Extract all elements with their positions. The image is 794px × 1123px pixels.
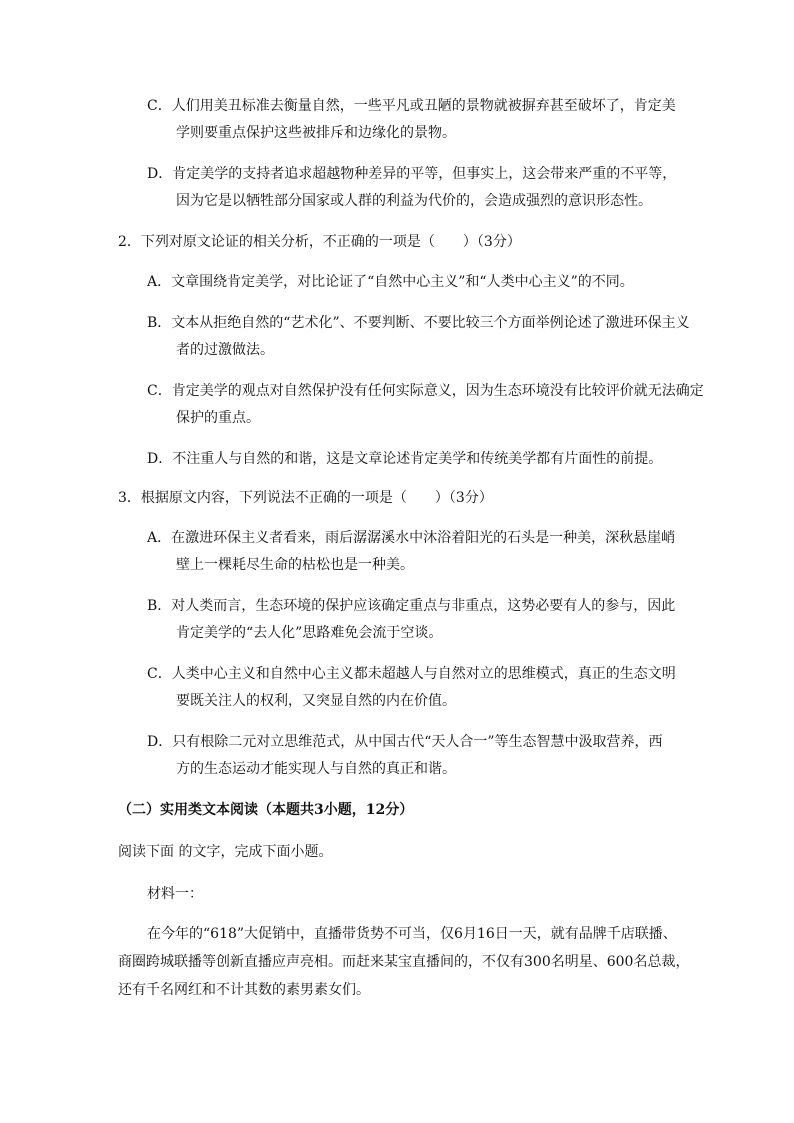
- q3-option-a-line2: 壁上一棵耗尽生命的枯松也是一种美。: [176, 557, 414, 573]
- q3-option-c-line2: 要既关注人的权利，又突显自然的内在价值。: [176, 693, 456, 709]
- q2-option-c-line1: C．肯定美学的观点对自然保护没有任何实际意义，因为生态环境没有比较评价就无法确定: [147, 383, 704, 399]
- q2-option-a: A．文章围绕肯定美学，对比论证了“自然中心主义”和“人类中心主义”的不同。: [147, 274, 634, 290]
- q1-option-d-line1: D．肯定美学的支持者追求超越物种差异的平等，但事实上，这会带来严重的不平等，: [147, 166, 677, 182]
- material-paragraph-line3: 还有千名网红和不计其数的素男素女们。: [118, 982, 370, 998]
- q2-option-d: D．不注重人与自然的和谐，这是文章论述肯定美学和传统美学都有片面性的前提。: [147, 451, 663, 467]
- q3-option-d-line2: 方的生态运动才能实现人与自然的真正和谐。: [176, 761, 456, 777]
- material-paragraph-line2: 商圈跨城联播等创新直播应声亮相。而赶来某宝直播间的，不仅有300名明星、600名总裁，: [118, 954, 690, 970]
- q2-option-b-line2: 者的过激做法。: [176, 342, 274, 358]
- question-2-stem: 2．下列对原文论证的相关分析，不正确的一项是（ ）（3分）: [118, 234, 521, 250]
- material-paragraph-line1: 在今年的“618”大促销中，直播带货势不可当，仅6月16日一天，就有品牌千店联播、: [147, 926, 677, 942]
- q2-option-b-line1: B．文本从拒绝自然的“艺术化”、不要判断、不要比较三个方面举例论述了激进环保主义: [147, 315, 690, 331]
- section-heading: （二）实用类文本阅读（本题共3小题，12分）: [118, 802, 414, 818]
- q1-option-c-line1: C．人们用美丑标准去衡量自然，一些平凡或丑陋的景物就被摒弃甚至破坏了，肯定美: [147, 98, 676, 114]
- q2-option-c-line2: 保护的重点。: [176, 410, 260, 426]
- q3-option-c-line1: C．人类中心主义和自然中心主义都未超越人与自然对立的思维模式，真正的生态文明: [147, 666, 676, 682]
- question-3-stem: 3．根据原文内容，下列说法不正确的一项是（ ）（3分）: [118, 490, 493, 506]
- q3-option-b-line1: B．对人类而言，生态环境的保护应该确定重点与非重点，这势必要有人的参与，因此: [147, 598, 676, 614]
- q3-option-d-line1: D．只有根除二元对立思维范式，从中国古代“天人合一”等生态智慧中汲取营养，西: [147, 734, 663, 750]
- q1-option-d-line2: 因为它是以牺牲部分国家或人群的利益为代价的，会造成强烈的意识形态性。: [176, 193, 652, 209]
- q3-option-b-line2: 肯定美学的“去人化”思路难免会流于空谈。: [176, 625, 443, 641]
- material-label: 材料一：: [147, 886, 203, 902]
- q3-option-a-line1: A．在激进环保主义者看来，雨后潺潺溪水中沐浴着阳光的石头是一种美，深秋悬崖峭: [147, 530, 676, 546]
- reading-instruction: 阅读下面 的文字，完成下面小题。: [118, 844, 333, 860]
- q1-option-c-line2: 学则要重点保护这些被排斥和边缘化的景物。: [176, 125, 456, 141]
